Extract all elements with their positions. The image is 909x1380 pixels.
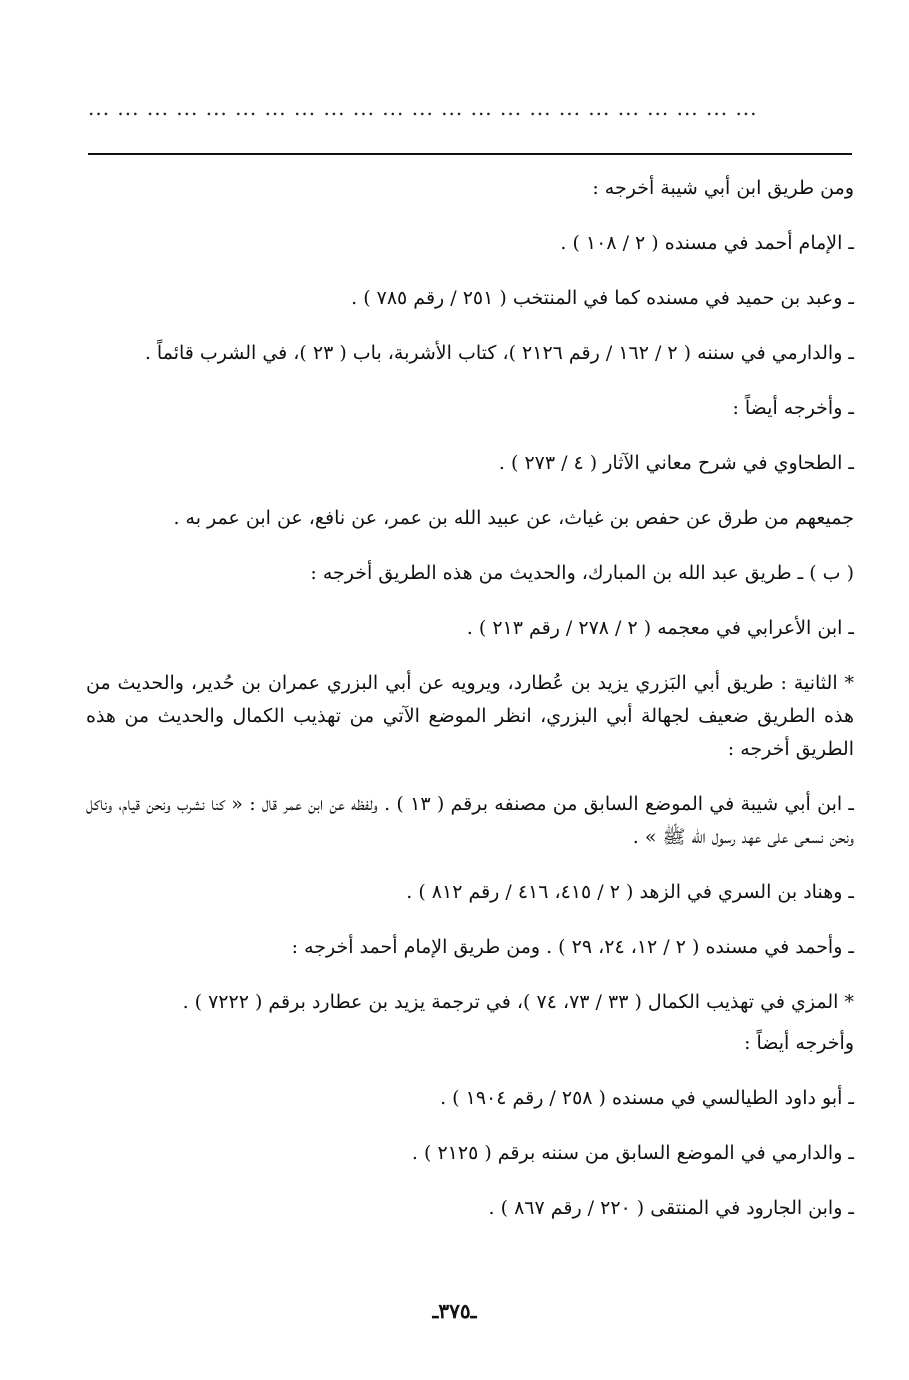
paragraph: وأخرجه أيضاً : [744, 1032, 854, 1054]
paragraph: ومن طريق ابن أبي شيبة أخرجه : [592, 177, 854, 199]
paragraph: ـ وابن الجارود في المنتقى ( ٢٢٠ / رقم ٨٦٧ ) . [488, 1197, 854, 1219]
paragraph: ـ وهناد بن السري في الزهد ( ٢ / ٤١٥، ٤١٦ / رقم ٨١٢ ) . [406, 881, 854, 903]
paragraph: * المزي في تهذيب الكمال ( ٣٣ / ٧٣، ٧٤ )، في ترجمة يزيد بن عطارد برقم ( ٧٢٢٢ ) . [182, 991, 854, 1013]
paragraph: * الثانية : طريق أبي البَزري يزيد بن عُطارد، ويرويه عن أبي البزري عمران بن حُدير، والحديث من هذه الطريق ضعيف لجهالة أبي البزري، انظر الموضع الآتي من تهذيب الكمال والحديث من هذه الطريق أخرجه : [86, 672, 854, 760]
paragraph: ـ ابن الأعرابي في معجمه ( ٢ / ٢٧٨ / رقم ٢١٣ ) . [466, 617, 854, 639]
header-rule [88, 153, 852, 155]
paragraph: ـ والدارمي في الموضع السابق من سننه برقم ( ٢١٢٥ ) . [411, 1142, 854, 1164]
main-text [86, 172, 854, 1247]
paragraph: ـ والدارمي في سننه ( ٢ / ١٦٢ / رقم ٢١٢٦ )، كتاب الأشربة، باب ( ٢٣ )، في الشرب قائماً . [144, 342, 854, 364]
paragraph: ( ب ) ـ طريق عبد الله بن المبارك، والحديث من هذه الطريق أخرجه : [310, 562, 854, 584]
paragraph: جميعهم من طرق عن حفص بن غياث، عن عبيد الله بن عمر، عن نافع، عن ابن عمر به . [173, 507, 854, 529]
page-number: ـ٣٧٥ـ [432, 1299, 477, 1323]
paragraph: ـ وأحمد في مسنده ( ٢ / ١٢، ٢٤، ٢٩ ) . ومن طريق الإمام أحمد أخرجه : [291, 936, 854, 958]
paragraph: ـ ابن أبي شيبة في الموضع السابق من مصنفه برقم ( ١٣ ) . ولفظه عن ابن عمر قال : « كنا نشرب ونحن قيام، وناكل ونحن نسعى على عهد رسول الله ﷺ » . [86, 793, 854, 848]
header-ellipsis: ... ... ... ... ... ... ... ... ... ... ... ... ... ... ... ... ... ... ... ... ... ... ... [88, 96, 758, 120]
paragraph: ـ وأخرجه أيضاً : [732, 397, 854, 419]
paragraph: ـ وعبد بن حميد في مسنده كما في المنتخب ( ٢٥١ / رقم ٧٨٥ ) . [351, 287, 854, 309]
paragraph: ـ أبو داود الطيالسي في مسنده ( ٢٥٨ / رقم ١٩٠٤ ) . [440, 1087, 854, 1109]
paragraph: ـ الإمام أحمد في مسنده ( ٢ / ١٠٨ ) . [560, 232, 854, 254]
paragraph: ـ الطحاوي في شرح معاني الآثار ( ٤ / ٢٧٣ ) . [498, 452, 854, 474]
